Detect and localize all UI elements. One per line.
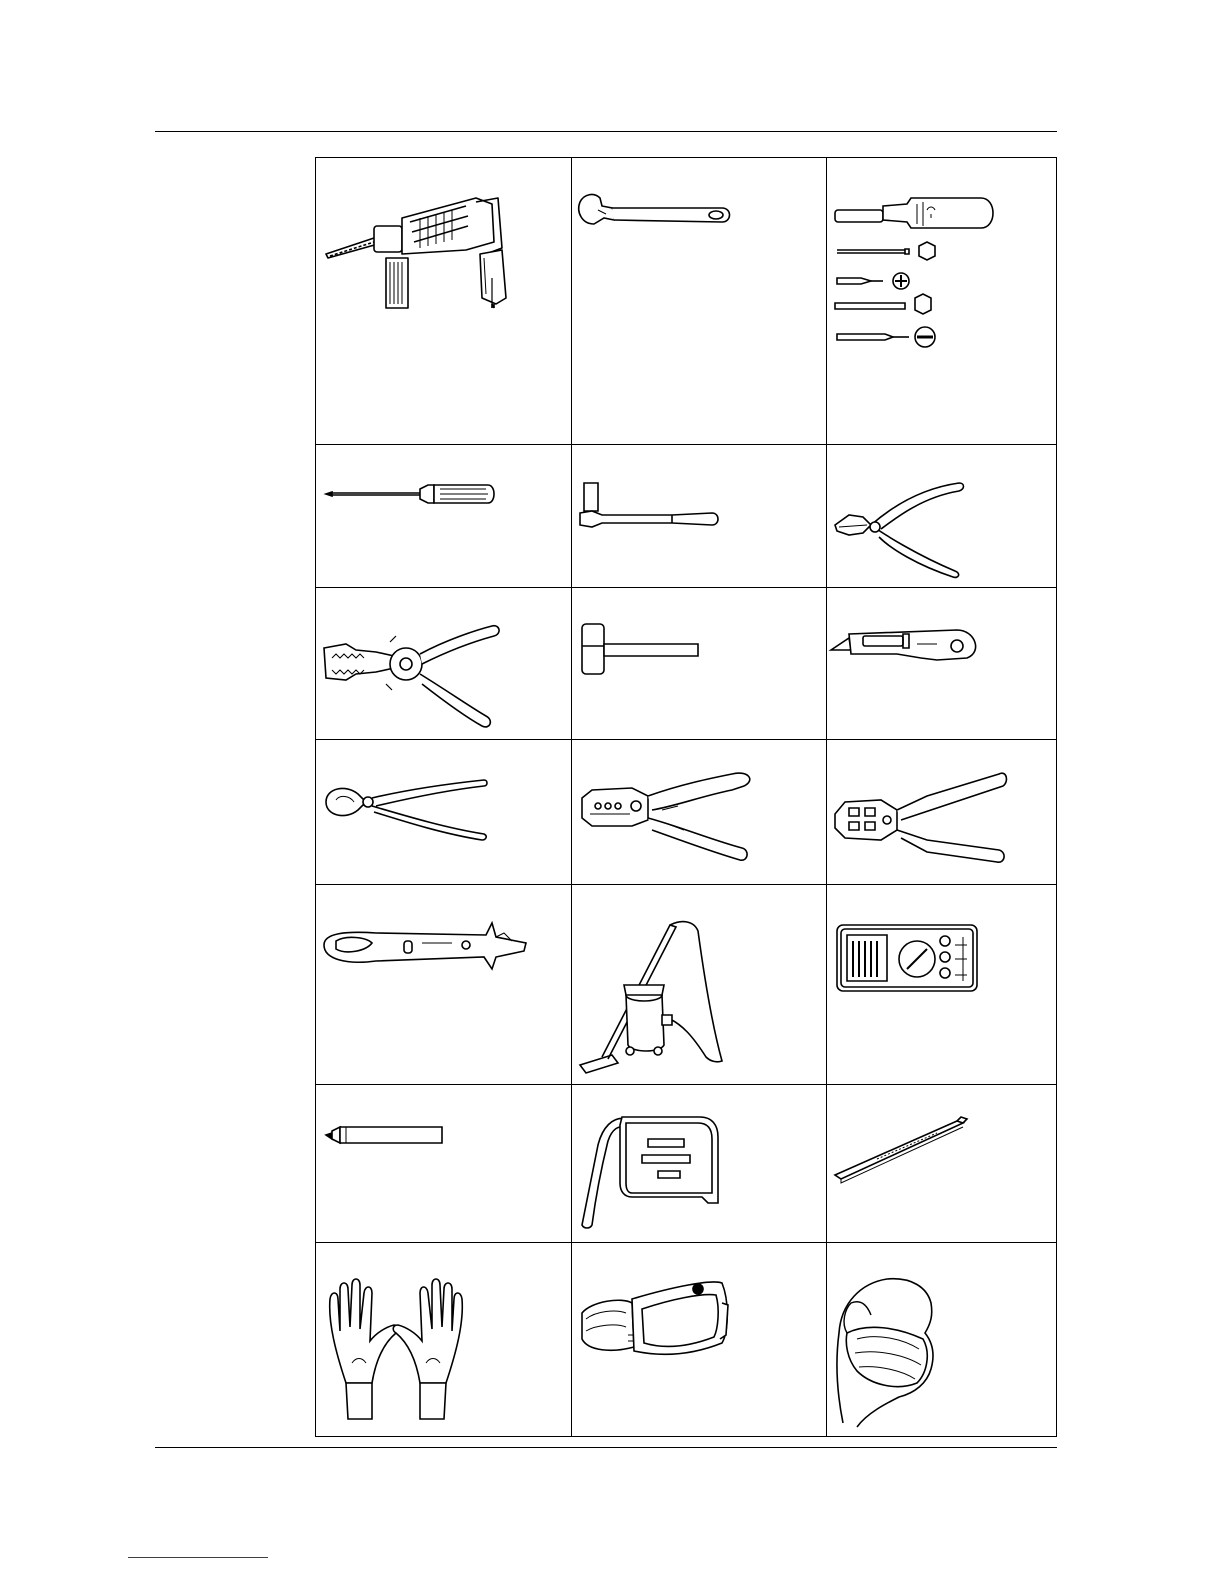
dust-mask-icon [827, 1243, 1057, 1431]
table-cell [316, 1085, 572, 1243]
table-row [316, 740, 1057, 885]
rj45-crimping-tool-icon [827, 740, 1057, 879]
cable-cutter-icon [316, 740, 572, 879]
flat-screwdriver-icon [316, 445, 572, 582]
multimeter-icon [827, 885, 1057, 1079]
table-cell [316, 445, 572, 588]
measuring-tape-icon [572, 1085, 827, 1237]
table-cell [572, 1085, 827, 1243]
table-cell [572, 1243, 827, 1437]
table-cell [827, 158, 1057, 445]
table-row [316, 158, 1057, 445]
wire-stripper-icon [316, 588, 572, 734]
table-row [316, 1243, 1057, 1437]
footnote-rule [128, 1557, 268, 1558]
table-cell [572, 158, 827, 445]
diagonal-pliers-icon [827, 445, 1057, 582]
level-icon [827, 1085, 1057, 1237]
adjustable-wrench-icon [572, 158, 827, 439]
table-cell [827, 740, 1057, 885]
table-cell [316, 1243, 572, 1437]
safety-goggles-icon [572, 1243, 827, 1431]
cable-stripper-icon [316, 885, 572, 1079]
hammer-drill-icon [316, 158, 572, 439]
socket-wrench-icon [572, 445, 827, 582]
crimping-tool-icon [572, 740, 827, 879]
table-cell [827, 1243, 1057, 1437]
utility-knife-icon [827, 588, 1057, 734]
torque-screwdriver-bits-icon [827, 158, 1057, 439]
table-cell [572, 445, 827, 588]
vacuum-cleaner-icon [572, 885, 827, 1079]
table-cell [316, 885, 572, 1085]
marker-icon [316, 1085, 572, 1237]
table-cell [827, 445, 1057, 588]
footer-rule [155, 1447, 1057, 1448]
table-cell [316, 740, 572, 885]
table-cell [572, 588, 827, 740]
header-rule [155, 131, 1057, 132]
table-row [316, 588, 1057, 740]
table-cell [572, 740, 827, 885]
table-cell [572, 885, 827, 1085]
table-row [316, 1085, 1057, 1243]
rubber-mallet-icon [572, 588, 827, 734]
table-row [316, 445, 1057, 588]
protective-gloves-icon [316, 1243, 572, 1431]
tools-table [315, 157, 1057, 1437]
table-row [316, 885, 1057, 1085]
table-cell [316, 588, 572, 740]
table-cell [827, 588, 1057, 740]
table-cell [827, 1085, 1057, 1243]
table-cell [827, 885, 1057, 1085]
table-cell [316, 158, 572, 445]
